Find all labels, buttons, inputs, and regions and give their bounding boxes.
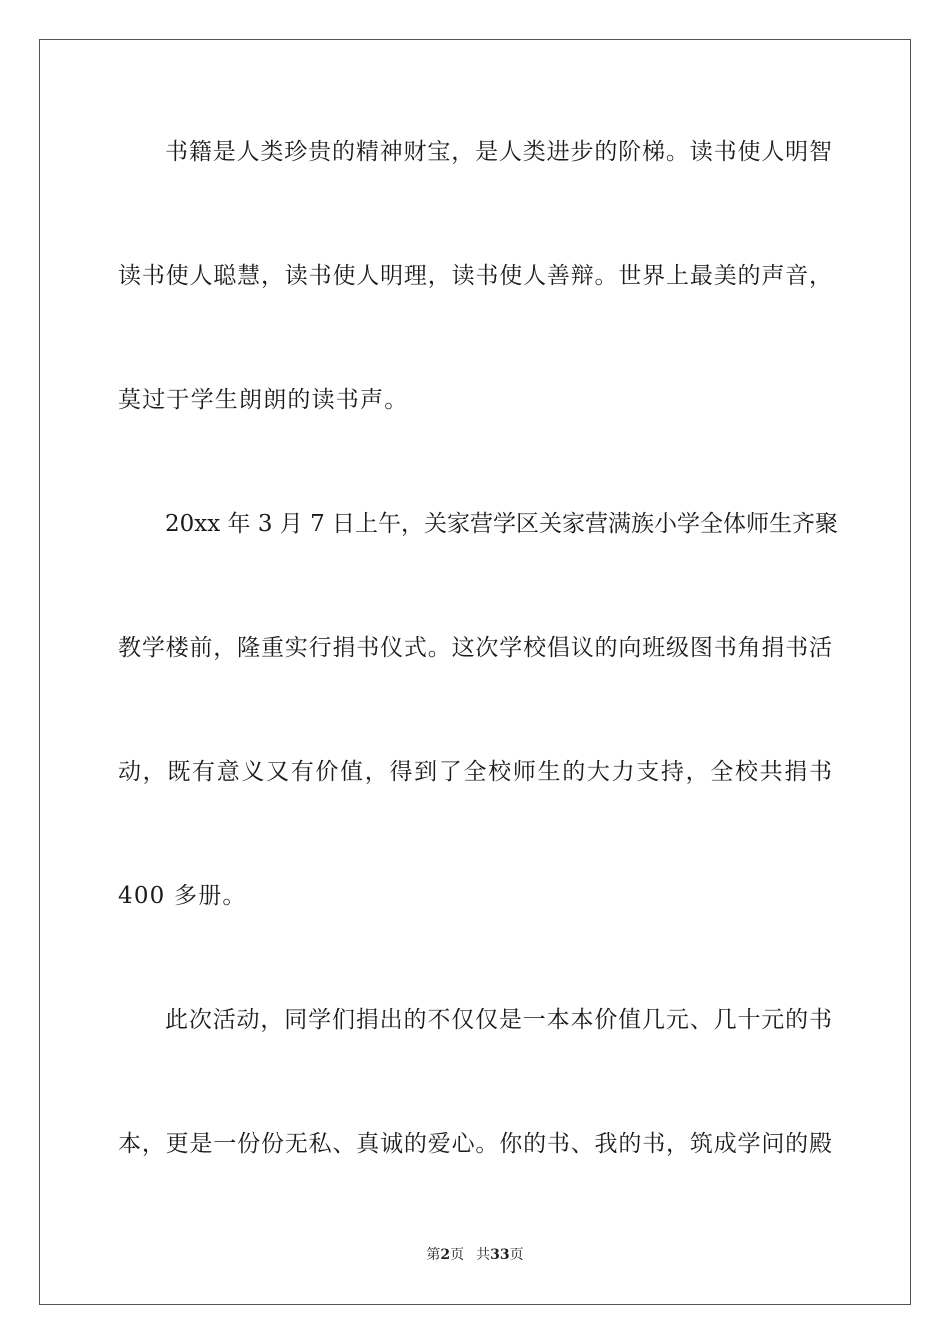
footer-total-prefix: 共 bbox=[476, 1247, 491, 1263]
paragraph-1-line-1: 书籍是人类珍贵的精神财宝，是人类进步的阶梯。读书使人明智 bbox=[165, 139, 832, 165]
paragraph-2-line-2: 教学楼前，隆重实行捐书仪式。这次学校倡议的向班级图书角捐书活 bbox=[118, 635, 832, 661]
paragraph-2-line-4: 400 多册。 bbox=[118, 883, 247, 909]
footer-page-suffix: 页 bbox=[450, 1247, 465, 1263]
footer-total-pages: 33 bbox=[490, 1247, 510, 1263]
paragraph-3-line-2: 本，更是一份份无私、真诚的爱心。你的书、我的书，筑成学问的殿 bbox=[118, 1131, 832, 1157]
paragraph-2-line-1: 20xx 年 3 月 7 日上午，关家营学区关家营满族小学全体师生齐聚 bbox=[165, 511, 839, 537]
footer-page-prefix: 第 bbox=[426, 1247, 441, 1263]
page-footer bbox=[0, 1246, 950, 1264]
footer-total-suffix: 页 bbox=[509, 1247, 524, 1263]
paragraph-3-line-1: 此次活动，同学们捐出的不仅仅是一本本价值几元、几十元的书 bbox=[165, 1007, 832, 1033]
paragraph-2-line-3: 动，既有意义又有价值，得到了全校师生的大力支持，全校共捐书 bbox=[118, 759, 832, 785]
paragraph-1-line-2: 读书使人聪慧，读书使人明理，读书使人善辩。世界上最美的声音， bbox=[118, 263, 832, 289]
page-border bbox=[39, 39, 911, 1305]
paragraph-1-line-3: 莫过于学生朗朗的读书声。 bbox=[118, 387, 409, 413]
footer-page-number: 2 bbox=[440, 1247, 451, 1263]
